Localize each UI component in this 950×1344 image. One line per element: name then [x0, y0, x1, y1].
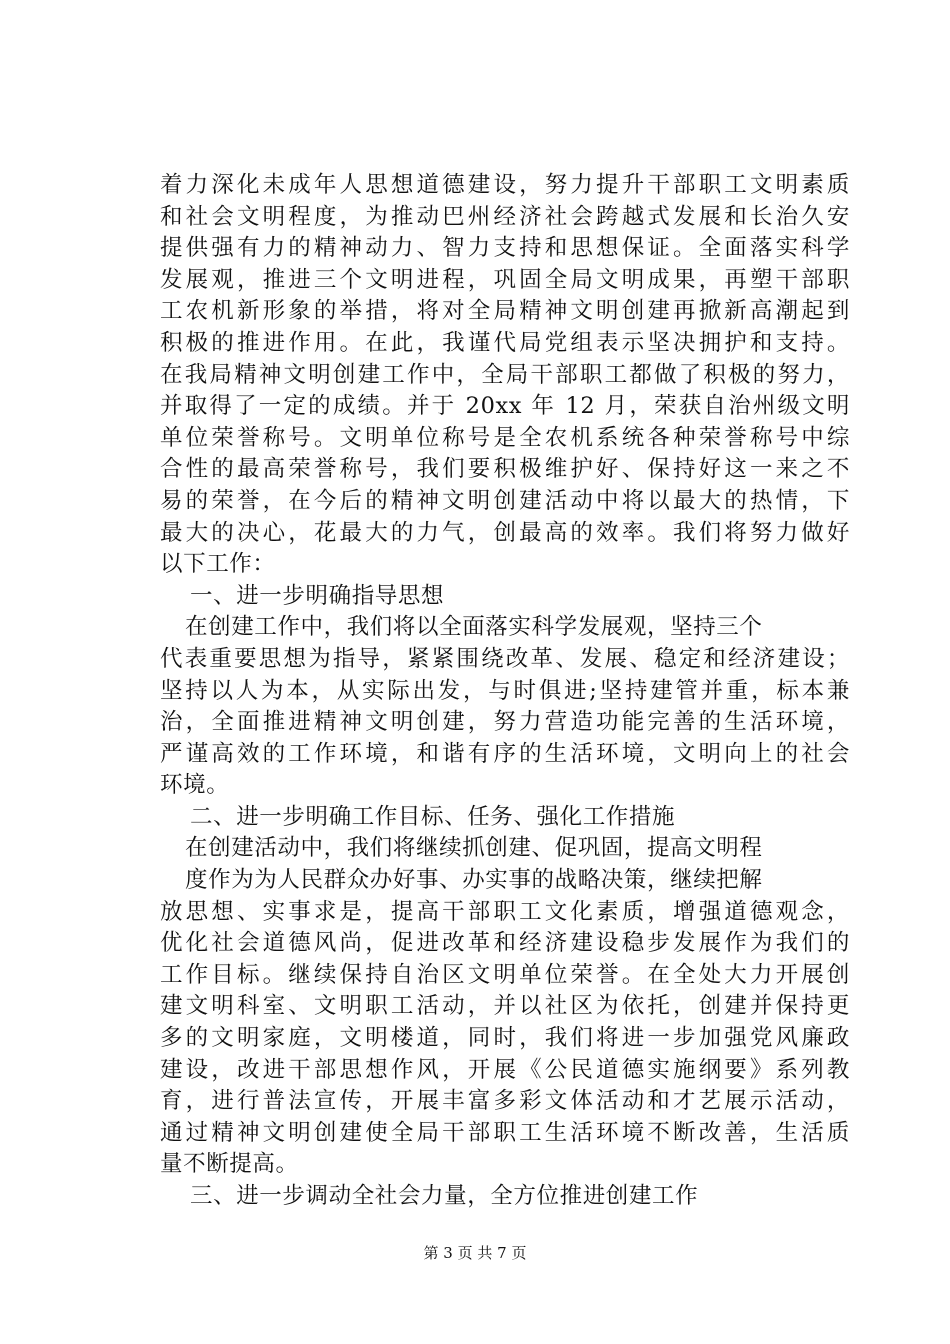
text-line: 治，全面推进精神文明创建，努力营造功能完善的生活环境，: [160, 709, 850, 736]
text-line: 工作目标。继续保持自治区文明单位荣誉。在全处大力开展创: [160, 961, 850, 988]
text-line: 育，进行普法宣传，开展丰富多彩文体活动和才艺展示活动，: [160, 1088, 850, 1115]
text-line: 三、进一步调动全社会力量，全方位推进创建工作: [190, 1183, 699, 1209]
text-line: 着力深化未成年人思想道德建设，努力提升干部职工文明素质: [160, 172, 850, 198]
text-line: 放思想、实事求是，提高干部职工文化素质，增强道德观念，: [160, 898, 850, 925]
text-line: 积极的推进作用。在此，我谨代局党组表示坚决拥护和支持。: [160, 329, 850, 356]
text-line: 易的荣誉，在今后的精神文明创建活动中将以最大的热情，下: [160, 487, 850, 514]
text-line: 在创建活动中，我们将继续抓创建、促巩固，提高文明程: [185, 835, 763, 862]
text-line: 二、进一步明确工作目标、任务、强化工作措施: [190, 803, 676, 830]
text-line: 和社会文明程度，为推动巴州经济社会跨越式发展和长治久安: [160, 203, 850, 230]
text-line: 合性的最高荣誉称号，我们要积极维护好、保持好这一来之不: [160, 456, 850, 483]
text-line: 一、进一步明确指导思想: [190, 582, 445, 609]
text-line: 代表重要思想为指导，紧紧围绕改革、发展、稳定和经济建设；: [160, 645, 850, 672]
text-line: 建文明科室、文明职工活动，并以社区为依托，创建并保持更: [160, 993, 850, 1020]
text-line: 严谨高效的工作环境，和谐有序的生活环境，文明向上的社会: [160, 740, 850, 767]
text-line: 以下工作：: [160, 551, 276, 578]
text-line: 提供强有力的精神动力、智力支持和思想保证。全面落实科学: [160, 235, 850, 262]
text-line: 工农机新形象的举措，将对全局精神文明创建再掀新高潮起到: [160, 298, 850, 325]
text-line: 建设，改进干部思想作风，开展《公民道德实施纲要》系列教: [160, 1056, 850, 1083]
text-line: 量不断提高。: [160, 1151, 299, 1178]
text-line: 在我局精神文明创建工作中，全局干部职工都做了积极的努力，: [160, 361, 850, 388]
text-line: 环境。: [160, 772, 230, 799]
text-line: 多的文明家庭，文明楼道，同时，我们将进一步加强党风廉政: [160, 1025, 850, 1052]
page-number: 第 3 页 共 7 页: [423, 1244, 527, 1262]
text-line: 最大的决心，花最大的力气，创最高的效率。我们将努力做好: [160, 519, 850, 546]
text-line: 坚持以人为本，从实际出发，与时俱进;坚持建管并重，标本兼: [160, 677, 850, 704]
text-line: 发展观，推进三个文明进程，巩固全局文明成果，再塑干部职: [160, 266, 850, 293]
text-line: 度作为为人民群众办好事、办实事的战略决策，继续把解: [185, 867, 763, 894]
page-footer: [0, 1243, 950, 1263]
document-body: [160, 170, 850, 1213]
text-line: 优化社会道德风尚，促进改革和经济建设稳步发展作为我们的: [160, 930, 850, 957]
text-line: 在创建工作中，我们将以全面落实科学发展观，坚持三个: [185, 614, 763, 641]
text-line: 并取得了一定的成绩。并于 20xx 年 12 月，荣获自治州级文明: [160, 393, 850, 420]
text-line: 单位荣誉称号。文明单位称号是全农机系统各种荣誉称号中综: [160, 424, 850, 451]
text-line: 通过精神文明创建使全局干部职工生活环境不断改善，生活质: [160, 1119, 850, 1146]
